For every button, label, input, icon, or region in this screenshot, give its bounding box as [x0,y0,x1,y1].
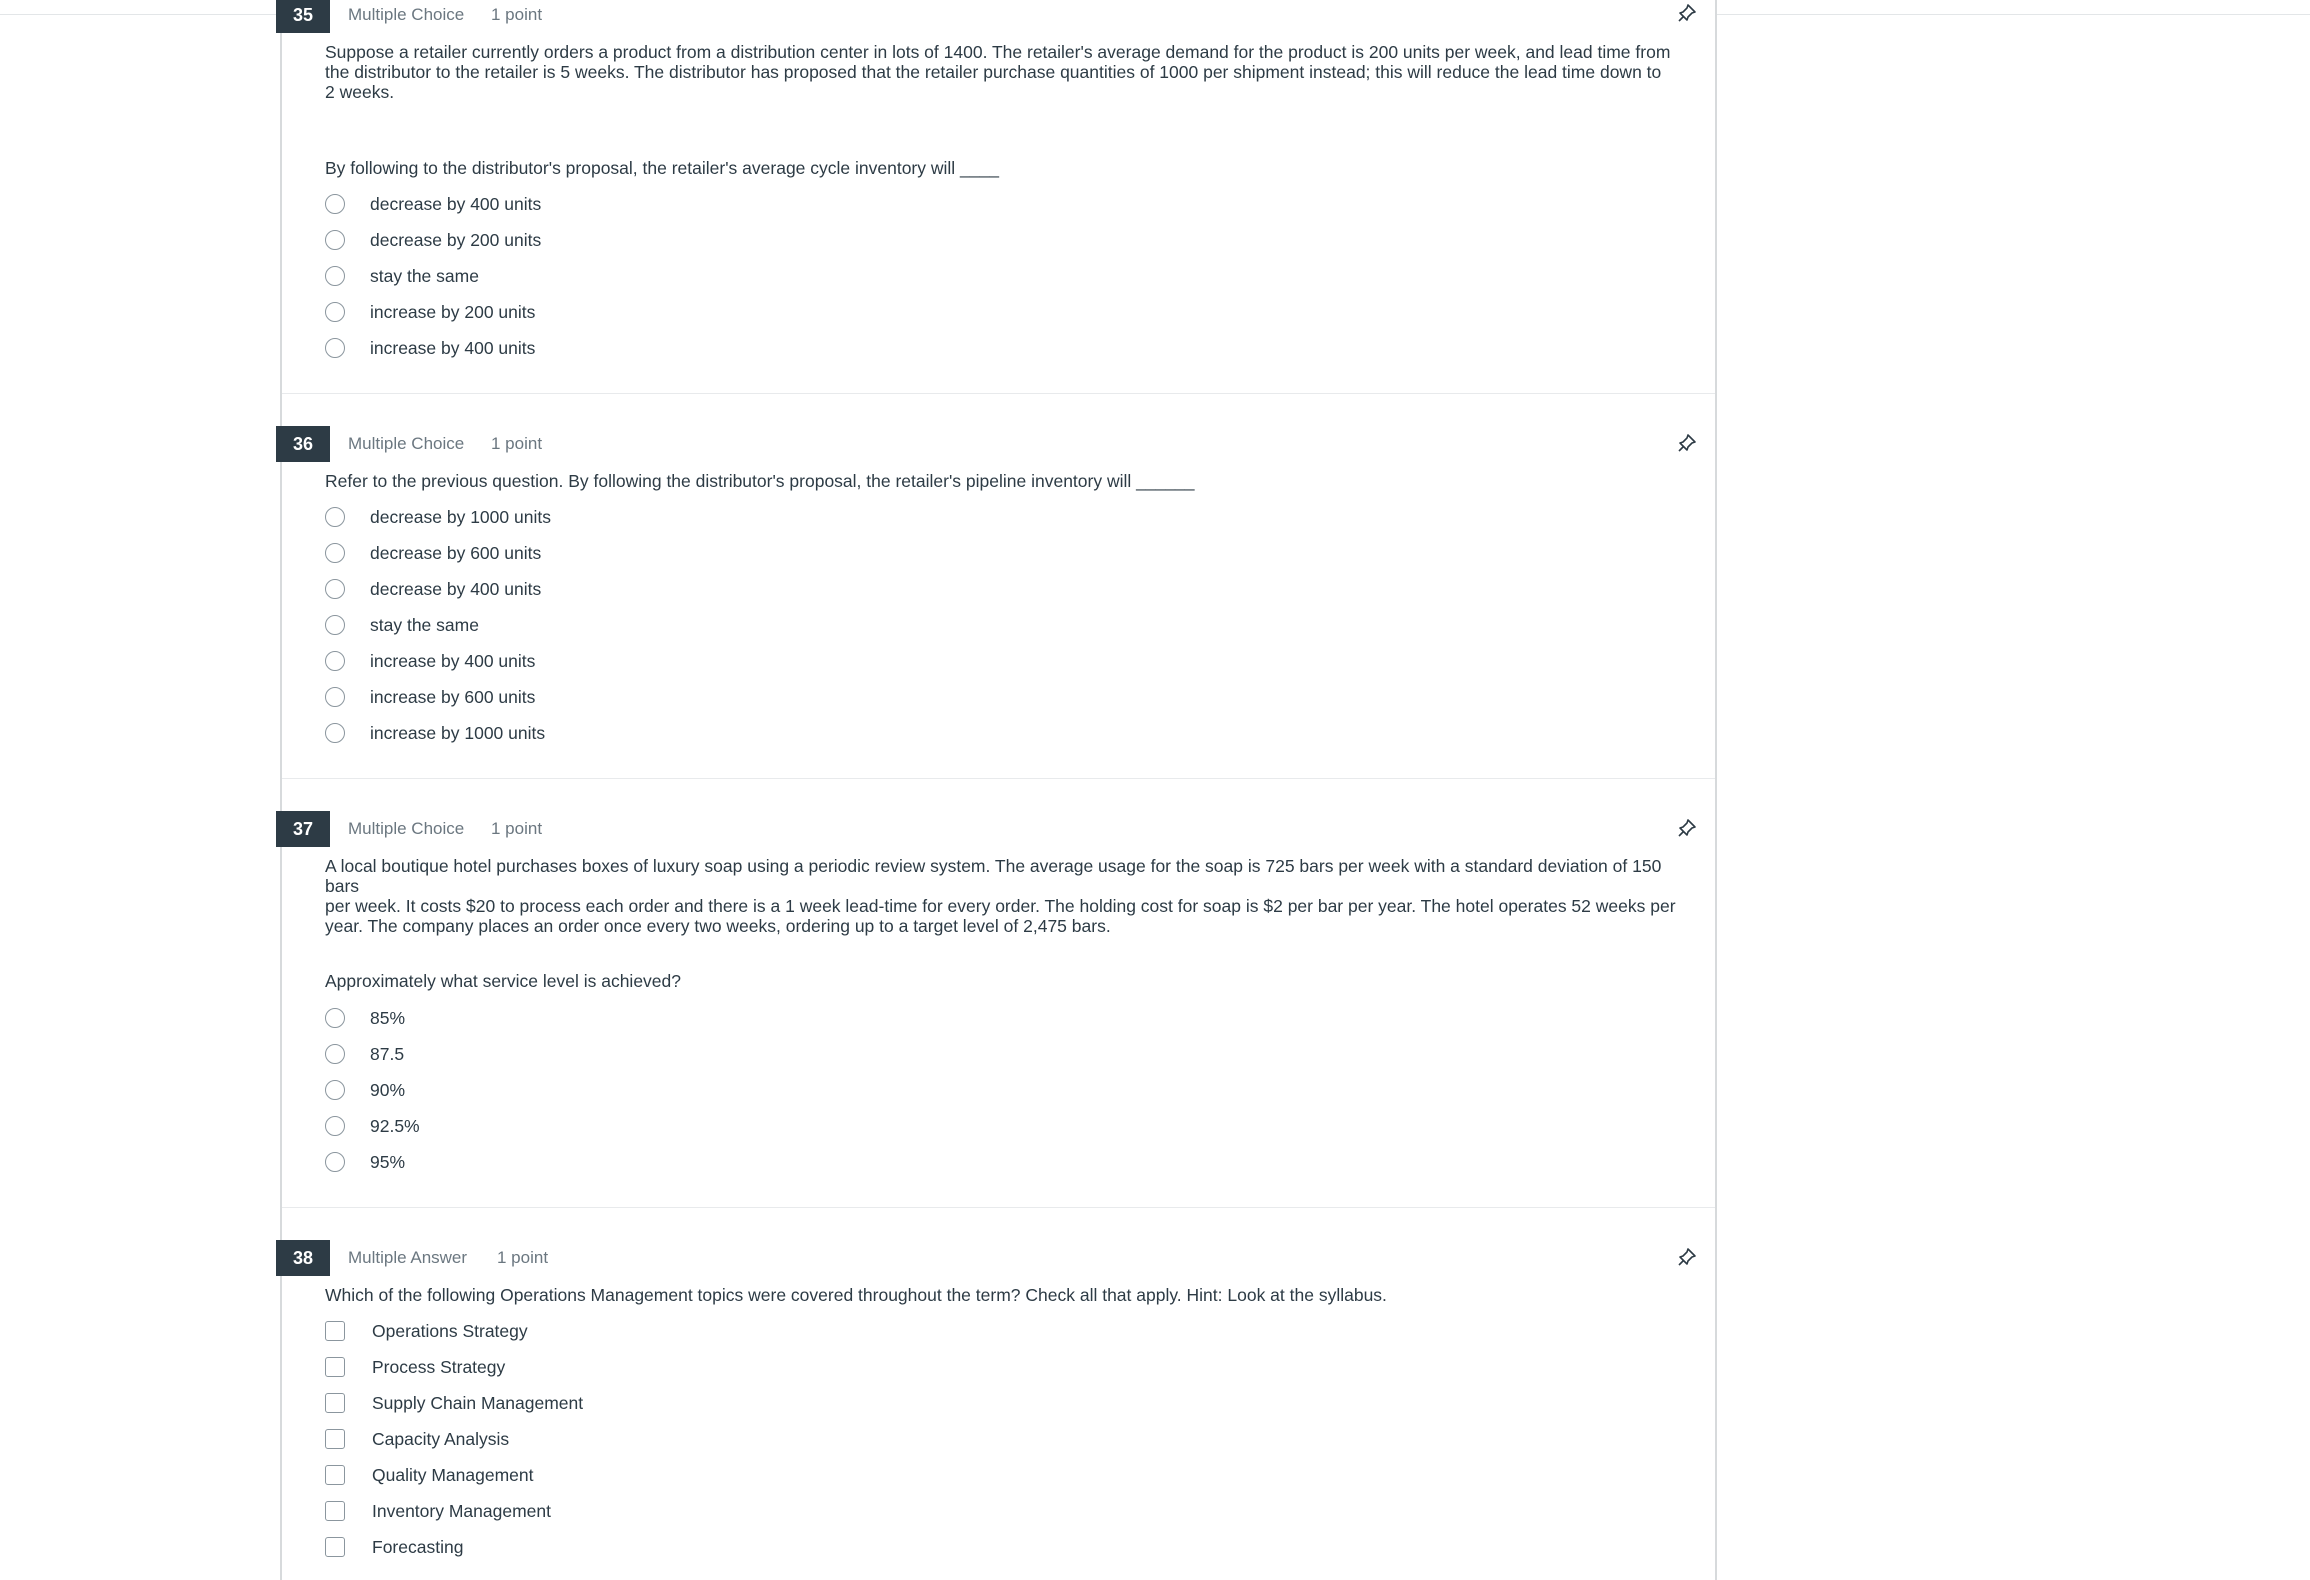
checkbox[interactable] [325,1465,345,1485]
answer-option[interactable]: stay the same [325,610,479,640]
radio-button[interactable] [325,615,345,635]
question-number-badge: 35 [276,0,330,33]
answer-option[interactable]: 95% [325,1147,405,1177]
question-type: Multiple Choice [348,819,465,838]
answer-option[interactable]: 92.5% [325,1111,420,1141]
answer-option[interactable]: Forecasting [325,1532,463,1562]
answer-option[interactable]: increase by 400 units [325,646,535,676]
radio-button[interactable] [325,543,345,563]
question-number-badge: 36 [276,426,330,462]
radio-button[interactable] [325,1008,345,1028]
answer-option[interactable]: increase by 200 units [325,297,535,327]
checkbox[interactable] [325,1537,345,1557]
question-points: 1 point [491,434,543,453]
question-points: 1 point [497,1248,549,1267]
question-prompt: By following to the distributor's proposal, the retailer's average cycle inventory will ____ [325,158,999,178]
radio-button[interactable] [325,266,345,286]
pin-icon[interactable] [1676,817,1698,839]
answer-option[interactable]: decrease by 600 units [325,538,541,568]
answer-option[interactable]: Inventory Management [325,1496,551,1526]
answer-option[interactable]: decrease by 400 units [325,574,541,604]
question-divider [282,393,1715,394]
answer-option[interactable]: Capacity Analysis [325,1424,509,1454]
checkbox[interactable] [325,1393,345,1413]
question-prompt: Which of the following Operations Management topics were covered throughout the term? Check all that apply. Hint: Look at the syllabus. [325,1285,1387,1305]
question-type: Multiple Choice [348,434,465,453]
answer-option[interactable]: increase by 400 units [325,333,535,363]
answer-option[interactable]: stay the same [325,261,479,291]
radio-button[interactable] [325,651,345,671]
radio-button[interactable] [325,302,345,322]
radio-button[interactable] [325,1080,345,1100]
checkbox[interactable] [325,1321,345,1341]
answer-option[interactable]: Supply Chain Management [325,1388,583,1418]
pin-icon[interactable] [1676,2,1698,24]
radio-button[interactable] [325,723,345,743]
radio-button[interactable] [325,507,345,527]
checkbox[interactable] [325,1501,345,1521]
answer-option[interactable]: Quality Management [325,1460,533,1490]
answer-option[interactable]: 85% [325,1003,405,1033]
question-type: Multiple Answer [348,1248,468,1267]
answer-option[interactable]: increase by 1000 units [325,718,545,748]
radio-button[interactable] [325,687,345,707]
answer-option[interactable]: Operations Strategy [325,1316,528,1346]
content-right-border [1715,0,1717,1580]
answer-option[interactable]: increase by 600 units [325,682,535,712]
checkbox[interactable] [325,1357,345,1377]
question-text: Suppose a retailer currently orders a product from a distribution center in lots of 1400. The retailer's average demand for the product is 200 units per week, and lead time from the distributor to the retailer is 5 weeks. The distributor has proposed that the retailer purchase quantities of 1000 per shipment instead; this will reduce the lead time down to 2 weeks. [325,42,1671,102]
question-number-badge: 38 [276,1240,330,1276]
answer-option[interactable]: 87.5 [325,1039,404,1069]
answer-option[interactable]: 90% [325,1075,405,1105]
radio-button[interactable] [325,1152,345,1172]
radio-button[interactable] [325,230,345,250]
radio-button[interactable] [325,579,345,599]
question-text: A local boutique hotel purchases boxes of luxury soap using a periodic review system. The average usage for the soap is 725 bars per week with a standard deviation of 150 bars per week. It costs $20 to process each order and there is a 1 week lead-time for every order. The holding cost for soap is $2 per bar per year. The hotel operates 52 weeks per year. The company places an order once every two weeks, ordering up to a target level of 2,475 bars. [325,856,1676,936]
question-prompt: Refer to the previous question. By following the distributor's proposal, the retailer's pipeline inventory will ______ [325,471,1195,491]
pin-icon[interactable] [1676,432,1698,454]
radio-button[interactable] [325,1116,345,1136]
answer-option[interactable]: decrease by 1000 units [325,502,551,532]
pin-icon[interactable] [1676,1246,1698,1268]
question-prompt: Approximately what service level is achieved? [325,971,681,991]
answer-option[interactable]: decrease by 400 units [325,189,541,219]
question-divider [282,778,1715,779]
answer-option[interactable]: Process Strategy [325,1352,505,1382]
question-number-badge: 37 [276,811,330,847]
question-divider [282,1207,1715,1208]
radio-button[interactable] [325,338,345,358]
checkbox[interactable] [325,1429,345,1449]
radio-button[interactable] [325,1044,345,1064]
question-points: 1 point [491,5,543,24]
radio-button[interactable] [325,194,345,214]
question-type: Multiple Choice [348,5,465,24]
answer-option[interactable]: decrease by 200 units [325,225,541,255]
question-points: 1 point [491,819,543,838]
content-left-border [280,0,282,1580]
